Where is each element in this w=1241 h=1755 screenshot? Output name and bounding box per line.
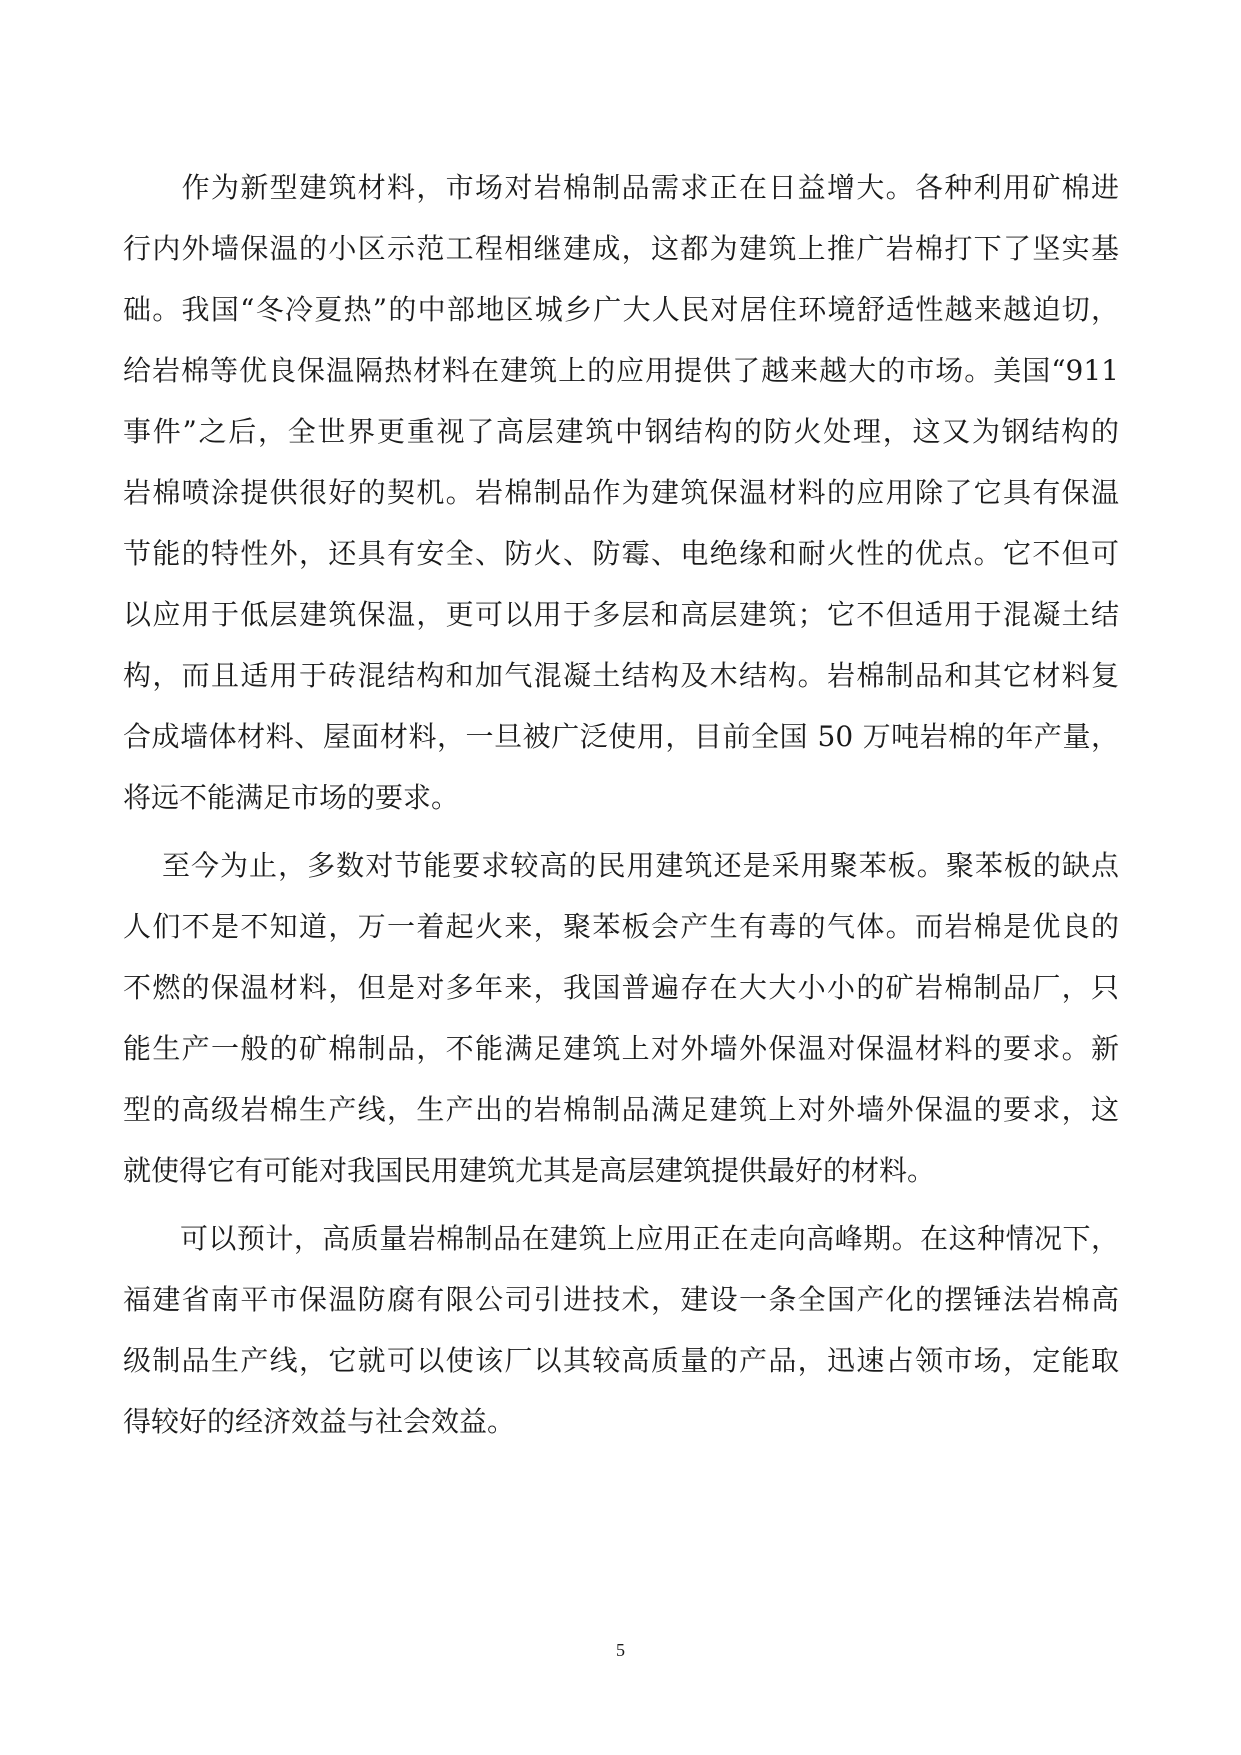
paragraph-1-line-3: 础。我国“冬冷夏热”的中部地区城乡广大人民对居住环境舒适性越来越迫切， <box>123 293 1119 326</box>
page-number: 5 <box>616 1640 625 1660</box>
paragraph-2-line-4: 能生产一般的矿棉制品，不能满足建筑上对外墙外保温对保温材料的要求。新 <box>123 1032 1119 1065</box>
paragraph-1-line-7: 节能的特性外，还具有安全、防火、防霉、电绝缘和耐火性的优点。它不但可 <box>123 537 1119 570</box>
paragraph-1-line-6: 岩棉喷涂提供很好的契机。岩棉制品作为建筑保温材料的应用除了它具有保温 <box>123 476 1119 509</box>
paragraph-1-line-2: 行内外墙保温的小区示范工程相继建成，这都为建筑上推广岩棉打下了坚实基 <box>123 232 1119 265</box>
paragraph-1-line-4: 给岩棉等优良保温隔热材料在建筑上的应用提供了越来越大的市场。美国“911 <box>123 354 1119 387</box>
paragraph-1-line-10: 合成墙体材料、屋面材料，一旦被广泛使用，目前全国 50 万吨岩棉的年产量， <box>123 720 1119 753</box>
paragraph-3-line-4: 得较好的经济效益与社会效益。 <box>123 1405 516 1438</box>
paragraph-2-line-1: 至今为止，多数对节能要求较高的民用建筑还是采用聚苯板。聚苯板的缺点 <box>123 849 1119 882</box>
paragraph-1-line-11: 将远不能满足市场的要求。 <box>123 781 460 814</box>
paragraph-1-line-1: 作为新型建筑材料，市场对岩棉制品需求正在日益增大。各种利用矿棉进 <box>123 171 1119 204</box>
paragraph-2-line-3: 不燃的保温材料，但是对多年来，我国普遍存在大大小小的矿岩棉制品厂，只 <box>123 971 1119 1004</box>
paragraph-1-line-8: 以应用于低层建筑保温，更可以用于多层和高层建筑；它不但适用于混凝土结 <box>123 598 1119 631</box>
paragraph-3-line-3: 级制品生产线，它就可以使该厂以其较高质量的产品，迅速占领市场，定能取 <box>123 1344 1119 1377</box>
paragraph-2-line-6: 就使得它有可能对我国民用建筑尤其是高层建筑提供最好的材料。 <box>123 1154 936 1187</box>
paragraph-3-line-2: 福建省南平市保温防腐有限公司引进技术，建设一条全国产化的摆锤法岩棉高 <box>123 1283 1119 1316</box>
paragraph-2-line-5: 型的高级岩棉生产线，生产出的岩棉制品满足建筑上对外墙外保温的要求，这 <box>123 1093 1119 1126</box>
paragraph-3-line-1: 可以预计，高质量岩棉制品在建筑上应用正在走向高峰期。在这种情况下， <box>123 1222 1119 1255</box>
paragraph-1-line-5: 事件”之后，全世界更重视了高层建筑中钢结构的防火处理，这又为钢结构的 <box>123 415 1119 448</box>
paragraph-2-line-2: 人们不是不知道，万一着起火来，聚苯板会产生有毒的气体。而岩棉是优良的 <box>123 910 1119 943</box>
paragraph-1-line-9: 构，而且适用于砖混结构和加气混凝土结构及木结构。岩棉制品和其它材料复 <box>123 659 1119 692</box>
